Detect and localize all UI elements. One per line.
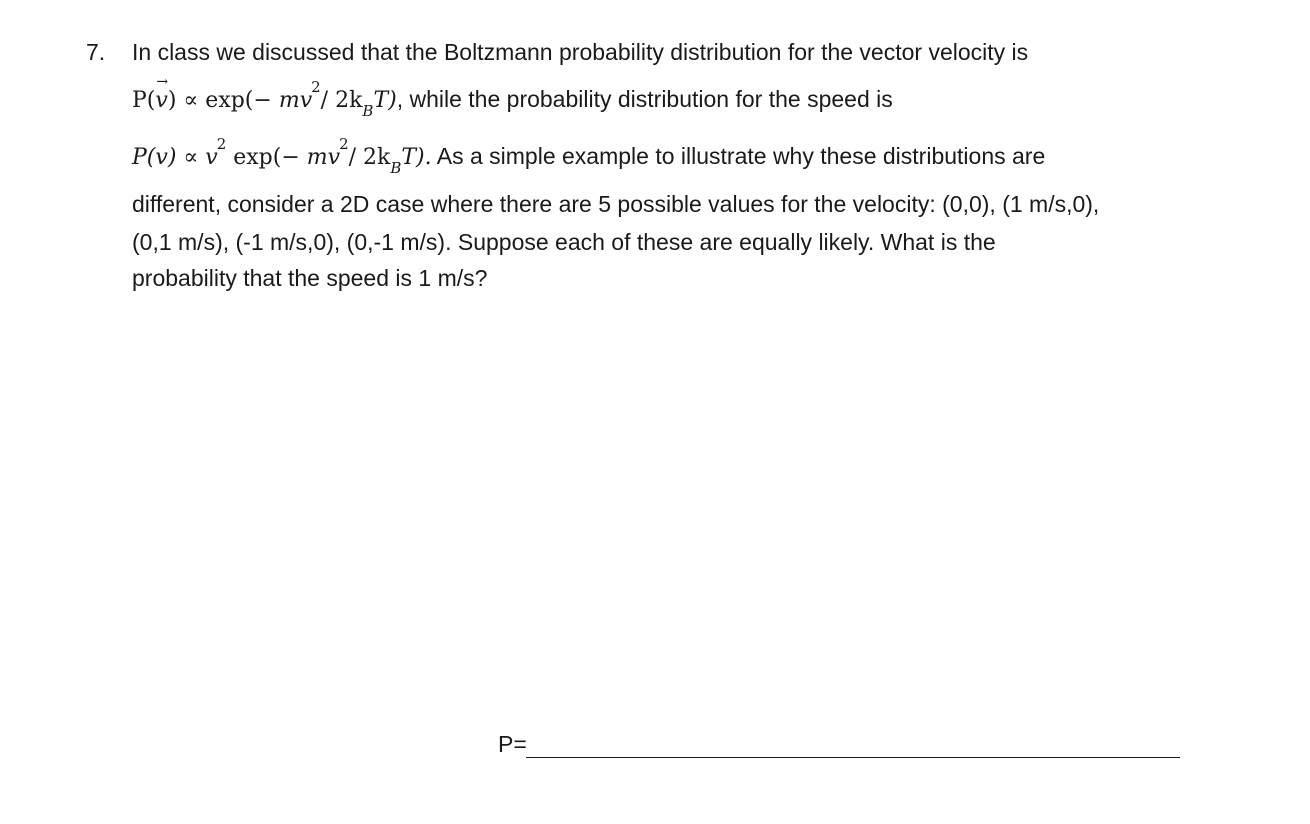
eq2-trailing-text: As a simple example to illustrate why these distributions are [431,143,1046,169]
question-line-4: different, consider a 2D case where there are 5 possible values for the velocity: (0,0), (1 m/s,0), [132,191,1100,217]
eq1-sup: 2 [311,78,321,96]
vector-arrow-icon: → [156,74,169,90]
eq2-exp: exp(− [226,145,307,170]
answer-label: P= [498,731,527,757]
eq1-p: P( [132,88,156,113]
question-number: 7. [86,39,106,65]
answer-blank-line[interactable] [526,757,1180,758]
eq1-sub: B [362,102,374,120]
eq2-t: T). [401,145,432,170]
eq2-p: P(v) ∝ v [132,145,218,170]
vector-v [155,74,169,113]
eq1-t: T) [373,88,397,113]
eq2-sup1: 2 [216,135,227,153]
eq1-close: ) [167,88,177,113]
eq2-sub: B [390,159,402,177]
eq2-slash: / 2k [348,145,391,170]
eq1-prop: ∝ exp(− [176,88,279,113]
eq1-v: v [155,88,168,113]
vector-velocity-distribution-equation [132,74,893,120]
eq1-mv: mv [278,88,313,113]
question-line-5: (0,1 m/s), (-1 m/s,0), (0,-1 m/s). Suppose each of these are equally likely. What is the [132,229,996,255]
eq2-mv: mv [306,145,341,170]
eq1-slash: / 2k [320,88,363,113]
speed-distribution-equation [132,135,1046,177]
eq1-trailing-text: , while the probability distribution for the speed is [396,86,893,112]
question-line-1: In class we discussed that the Boltzmann probability distribution for the vector velocity is [132,39,1029,65]
question-line-6: probability that the speed is 1 m/s? [132,265,488,291]
eq2-sup2: 2 [339,135,349,153]
